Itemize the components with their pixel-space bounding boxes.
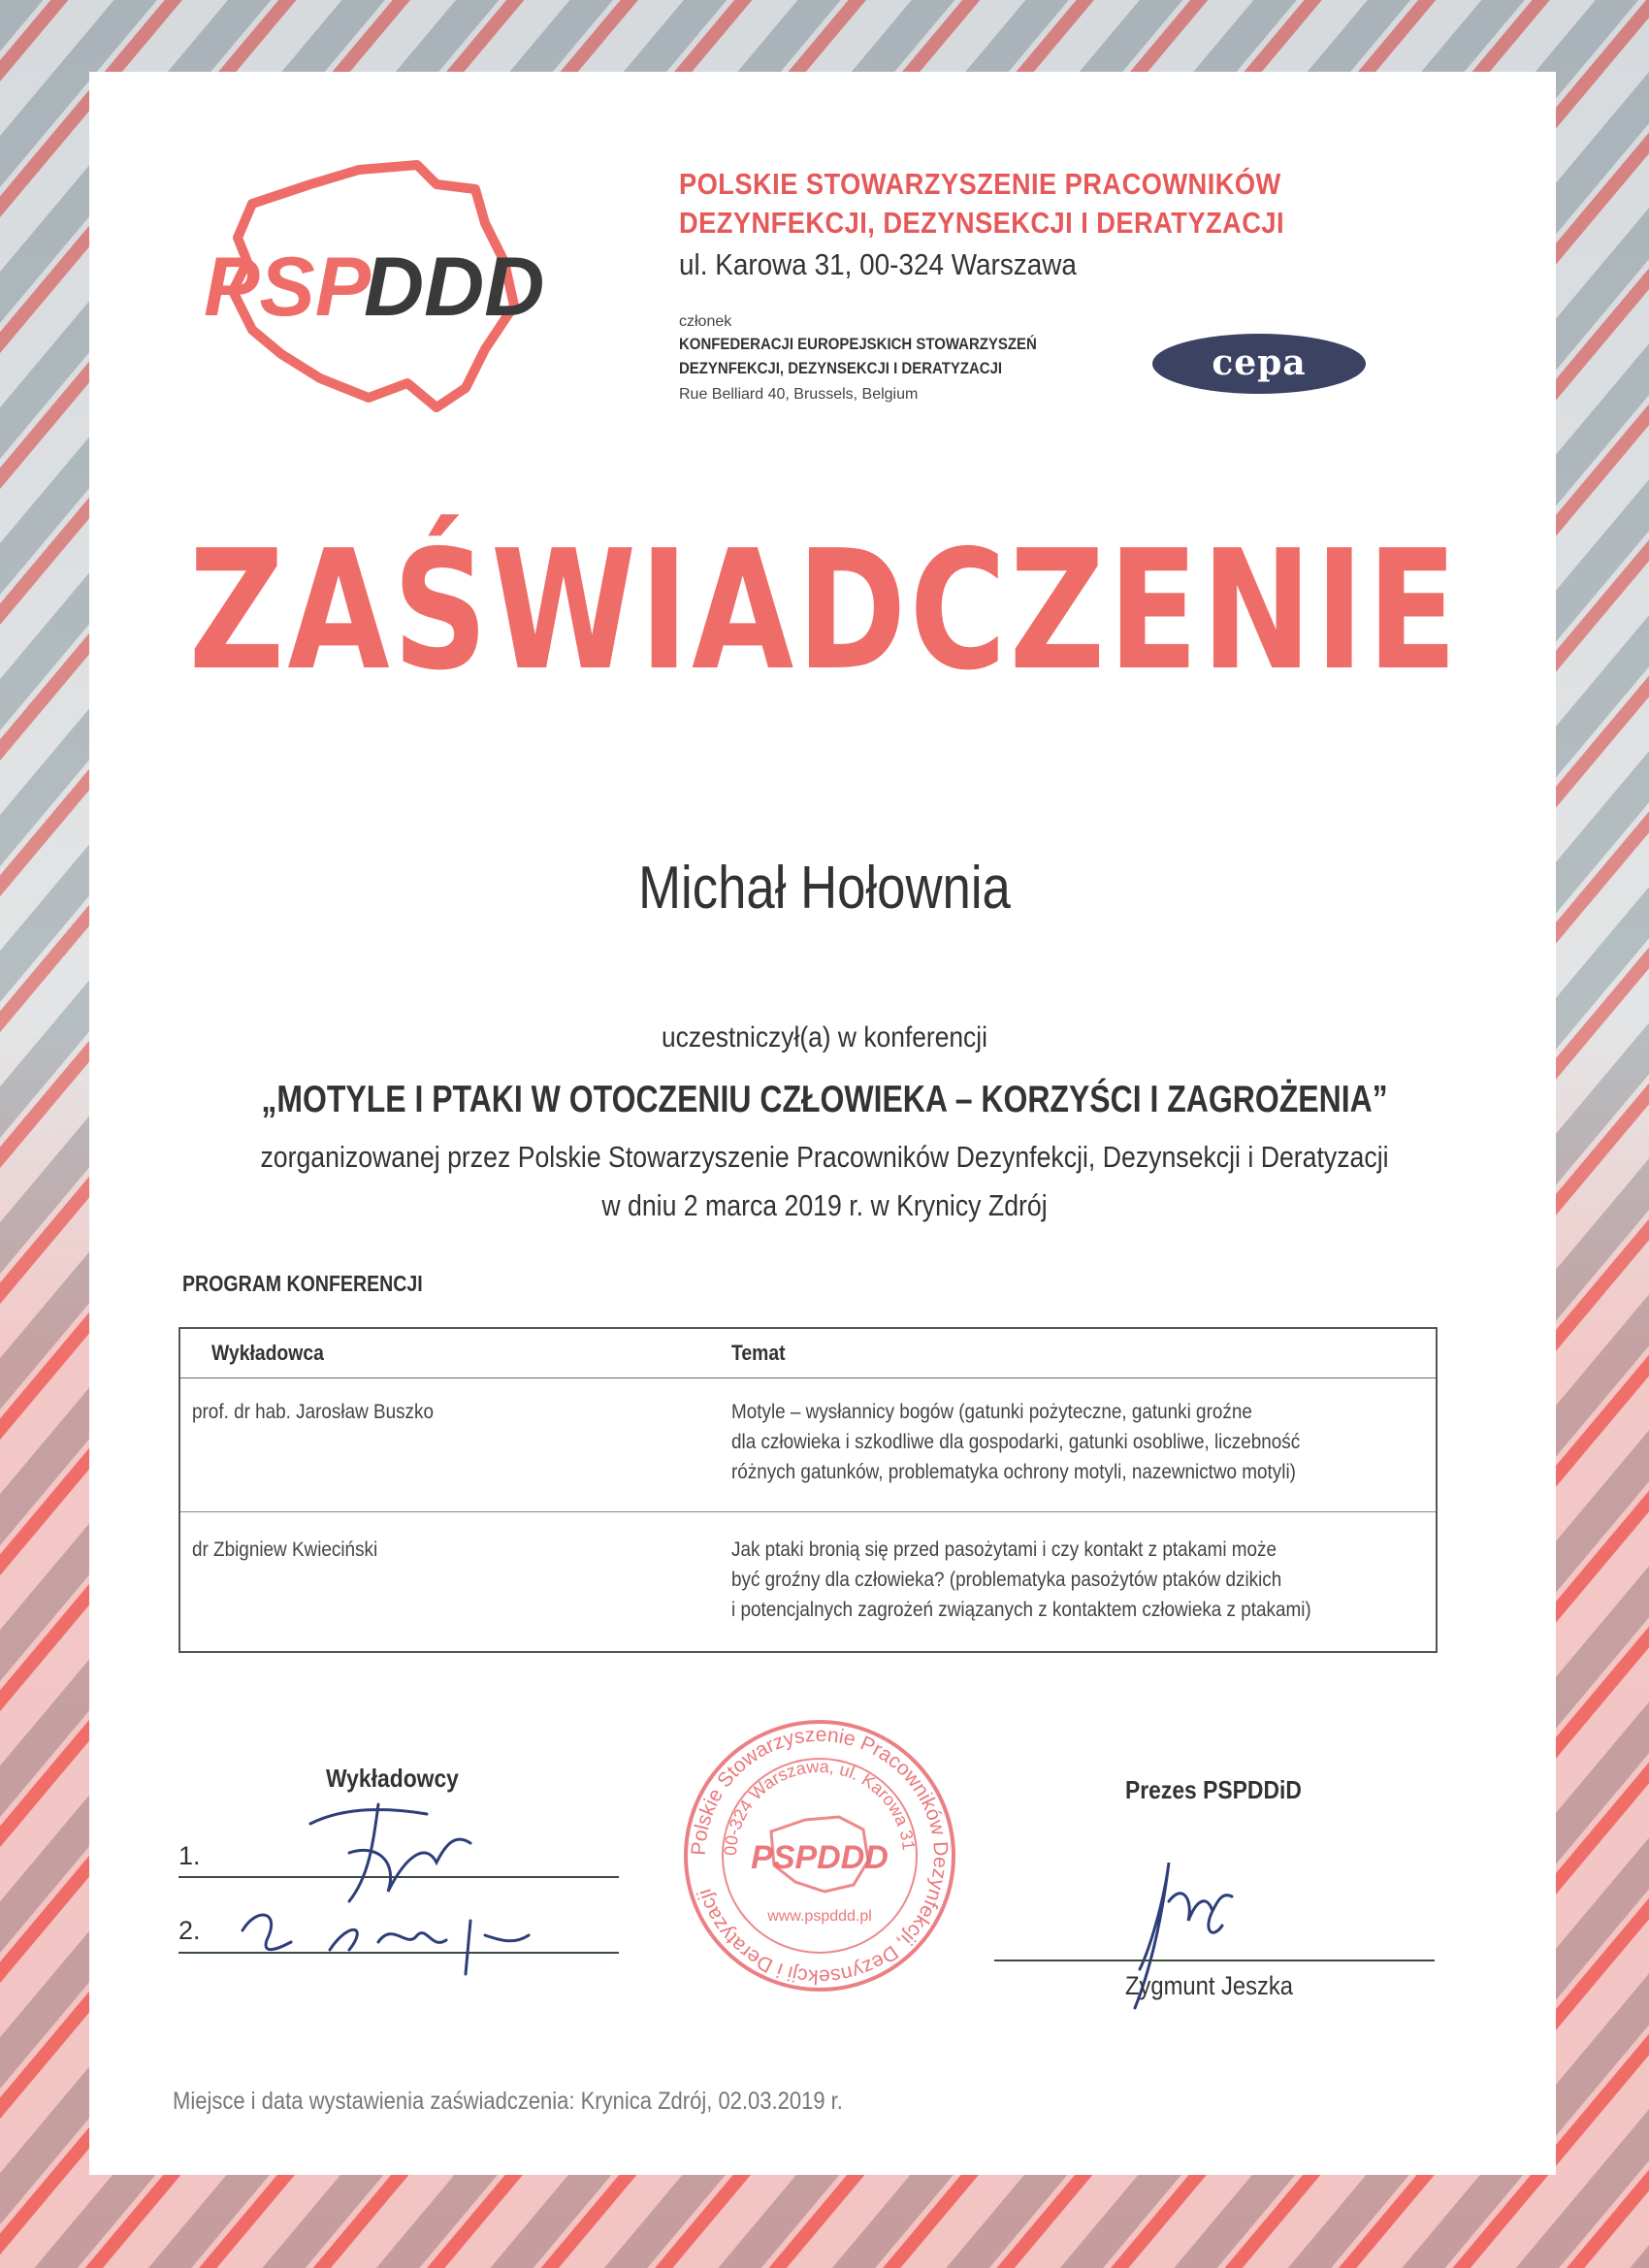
row-2-topic-line: Jak ptaki bronią się przed pasożytami i czy kontakt z ptakami może: [731, 1539, 1277, 1561]
organizer-text: zorganizowanej przez Polskie Stowarzyszenie Pracowników Dezynfekcji, Dezynsekcji i Deratyzacji: [260, 1140, 1389, 1174]
program-table: [178, 1327, 1438, 1653]
stamp-inner-text: 00-324 Warszawa, ul. Karowa 31: [720, 1756, 919, 1857]
stamp-outer-text: Polskie Stowarzyszenie Pracowników Dezynfekcji, Dezynsekcji i Deratyzacji: [687, 1723, 953, 1989]
issue-place-date: Miejsce i data wystawienia zaświadczenia: Krynica Zdrój, 02.03.2019 r.: [173, 2088, 843, 2115]
member-label: członek: [679, 313, 732, 330]
certificate-title: ZAŚWIADCZENIE: [188, 515, 1461, 707]
row-1-lecturer: prof. dr hab. Jarosław Buszko: [192, 1401, 434, 1423]
signature-number-2: 2.: [178, 1916, 201, 1945]
confederation-line-1: KONFEDERACJI EUROPEJSKICH STOWARZYSZEŃ: [679, 335, 1037, 353]
org-name-line-1: POLSKIE STOWARZYSZENIE PRACOWNIKÓW: [679, 167, 1281, 201]
participated-text: uczestniczył(a) w konferencji: [662, 1021, 987, 1053]
row-2-topic: [731, 1535, 1311, 1625]
org-address: ul. Karowa 31, 00-324 Warszawa: [679, 247, 1077, 281]
date-place-text: w dniu 2 marca 2019 r. w Krynicy Zdrój: [601, 1188, 1048, 1222]
logo-text-psp: PSP: [204, 241, 372, 334]
president-signature-line: [994, 1960, 1435, 1961]
confederation-address: Rue Belliard 40, Brussels, Belgium: [679, 386, 919, 403]
table-divider: [180, 1377, 1436, 1378]
row-1-topic: [731, 1397, 1300, 1487]
pspddd-logo: [194, 146, 563, 437]
president-label: Prezes PSPDDiD: [1125, 1775, 1302, 1804]
row-1-topic-line: różnych gatunków, problematyka ochrony motyli, nazewnictwo motyli): [731, 1461, 1296, 1483]
signature-number-1: 1.: [178, 1841, 201, 1870]
logo-text-ddd: DDD: [364, 241, 545, 334]
column-header-lecturer: Wykładowca: [211, 1341, 324, 1365]
recipient-name: Michał Hołownia: [638, 855, 1011, 922]
table-divider: [180, 1511, 1436, 1512]
row-2-topic-line: i potencjalnych zagrożeń związanych z kontaktem człowieka z ptakami): [731, 1599, 1311, 1621]
official-stamp: [679, 1715, 960, 1996]
row-1-topic-line: Motyle – wysłannicy bogów (gatunki pożyteczne, gatunki groźne: [731, 1401, 1252, 1423]
column-header-topic: Temat: [731, 1341, 786, 1365]
row-2-topic-line: być groźny dla człowieka? (problematyka pasożytów ptaków dzikich: [731, 1569, 1282, 1591]
lecturers-label: Wykładowcy: [326, 1764, 459, 1793]
stamp-center-text: PSPDDD: [751, 1839, 889, 1876]
row-1-topic-line: dla człowieka i szkodliwe dla gospodarki, gatunki osobliwe, liczebność: [731, 1431, 1301, 1453]
cepa-logo: cepa: [1152, 334, 1366, 394]
program-heading: PROGRAM KONFERENCJI: [182, 1271, 423, 1296]
president-name: Zygmunt Jeszka: [1125, 1971, 1293, 2000]
row-2-lecturer: dr Zbigniew Kwieciński: [192, 1539, 378, 1561]
confederation-line-2: DEZYNFEKCJI, DEZYNSEKCJI I DERATYZACJI: [679, 359, 1003, 377]
conference-title: „MOTYLE I PTAKI W OTOCZENIU CZŁOWIEKA – KORZYŚCI I ZAGROŻENIA”: [261, 1079, 1388, 1120]
stamp-url-text: www.pspddd.pl: [767, 1908, 872, 1925]
lecturer-2-signature: [223, 1882, 543, 1979]
org-name-line-2: DEZYNFEKCJI, DEZYNSEKCJI I DERATYZACJI: [679, 206, 1285, 240]
